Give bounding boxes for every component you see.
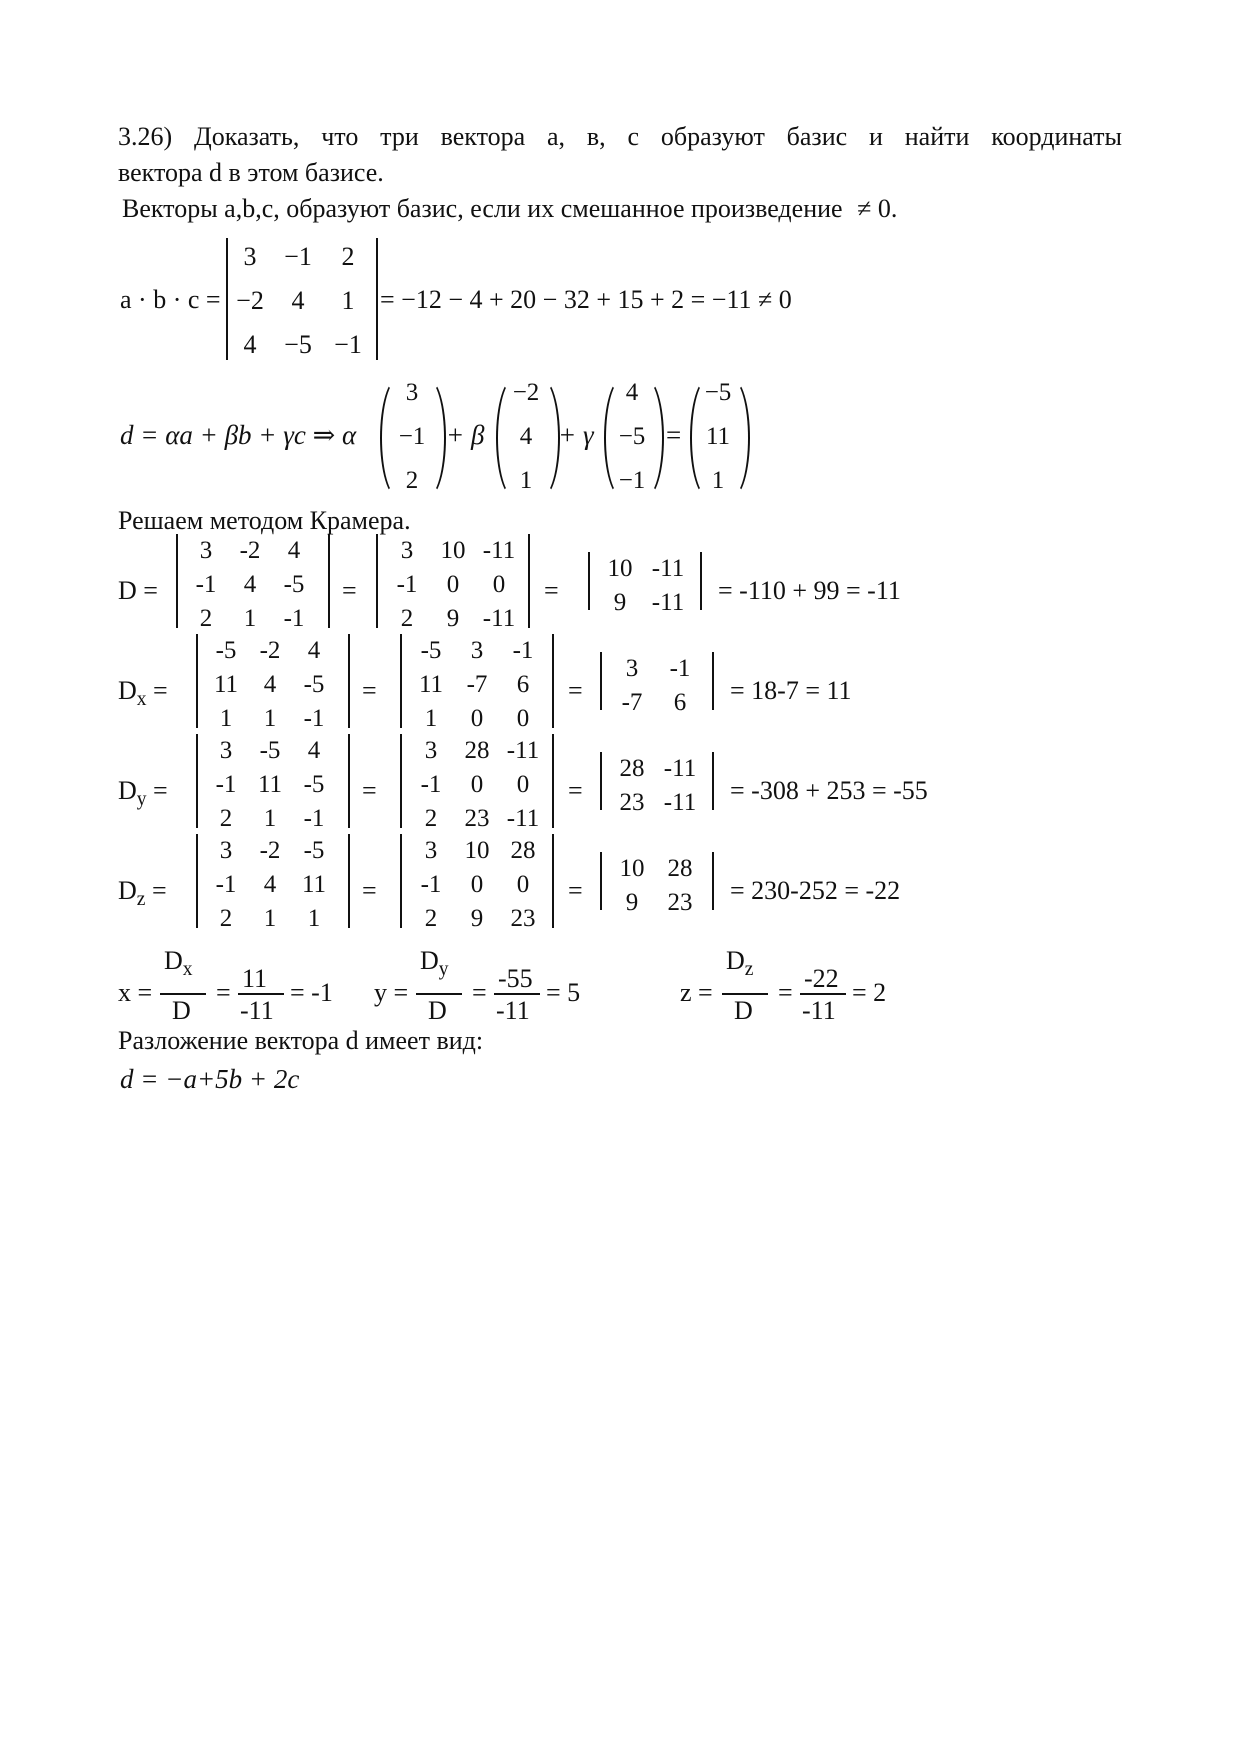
column-vector-cell: −1 bbox=[618, 467, 646, 494]
determinant-cell: 4 bbox=[263, 871, 277, 898]
determinant-2x2-cell: 9 bbox=[613, 589, 627, 616]
equals-sign: = bbox=[568, 676, 583, 705]
determinant-cell: -5 bbox=[259, 737, 281, 764]
determinant-cell: 1 bbox=[263, 705, 277, 732]
equals-sign: = bbox=[216, 978, 231, 1007]
column-vector-cell: −2 bbox=[512, 379, 540, 406]
determinant-cell: -11 bbox=[506, 737, 540, 764]
determinant-2x2-cell: 10 bbox=[607, 555, 633, 582]
determinant-2x2-cell: 3 bbox=[625, 655, 639, 682]
determinant-cell: 0 bbox=[446, 571, 460, 598]
determinant-cell: -5 bbox=[283, 571, 305, 598]
determinant-cell: 2 bbox=[199, 605, 213, 632]
determinant-cell: -5 bbox=[215, 637, 237, 664]
determinant-result: = -308 + 253 = -55 bbox=[730, 776, 928, 805]
equals-sign: = bbox=[145, 876, 167, 905]
determinant-label bbox=[118, 678, 168, 710]
column-vector-cell: 1 bbox=[519, 467, 533, 494]
column-vector-cell: 3 bbox=[405, 379, 419, 406]
determinant-cell: 1 bbox=[307, 905, 321, 932]
decomposition-lhs: d = αa + βb + γc ⇒ α bbox=[120, 420, 357, 450]
equals-sign: = bbox=[568, 776, 583, 805]
fraction-numerator-subscript: x bbox=[182, 959, 193, 981]
equals-sign: = bbox=[666, 420, 682, 450]
determinant-cell: 3 bbox=[424, 737, 438, 764]
determinant-cell: -11 bbox=[482, 537, 516, 564]
determinant-cell: 0 bbox=[470, 871, 484, 898]
determinant-cell: -1 bbox=[215, 771, 237, 798]
determinant-symbol: D bbox=[118, 676, 137, 705]
determinant-2x2-cell: -11 bbox=[651, 555, 685, 582]
column-vector-cell: −1 bbox=[398, 423, 426, 450]
equals-sign: = bbox=[146, 676, 168, 705]
determinant-cell: 9 bbox=[446, 605, 460, 632]
mixed-product-rhs: = −12 − 4 + 20 − 32 + 15 + 2 = −11 ≠ 0 bbox=[380, 285, 792, 314]
determinant-cell: 3 bbox=[199, 537, 213, 564]
fraction-numerator: $D_x$ bbox=[164, 946, 193, 981]
determinant-cell: -5 bbox=[303, 837, 325, 864]
determinant-cell: 10 bbox=[464, 837, 490, 864]
fraction-numerator: -22 bbox=[804, 964, 839, 993]
determinant-2x2-cell: 9 bbox=[625, 889, 639, 916]
determinant-cell: 0 bbox=[516, 871, 530, 898]
fraction-bar bbox=[800, 993, 846, 995]
mixed-product-cell: 3 bbox=[243, 242, 257, 271]
determinant-label bbox=[118, 878, 167, 910]
determinant-cell: 0 bbox=[516, 771, 530, 798]
determinant-subscript: y bbox=[136, 789, 147, 811]
determinant-cell: 11 bbox=[257, 771, 283, 798]
basis-suffix: образуют базис, если их смешанное произведение bbox=[286, 194, 843, 223]
solution-result: = -1 bbox=[290, 978, 333, 1007]
determinant-cell: 2 bbox=[424, 805, 438, 832]
mixed-product-cell: 4 bbox=[243, 330, 257, 359]
determinant-cell: -11 bbox=[506, 805, 540, 832]
determinant-2x2-cell: 10 bbox=[619, 855, 645, 882]
determinant-cell: -1 bbox=[195, 571, 217, 598]
column-vector-cell: 2 bbox=[405, 467, 419, 494]
determinant-2x2-cell: -1 bbox=[669, 655, 691, 682]
determinant-cell: 1 bbox=[243, 605, 257, 632]
determinant-cell: 10 bbox=[440, 537, 466, 564]
determinant-cell: 4 bbox=[287, 537, 301, 564]
basis-neq: ≠ 0. bbox=[857, 194, 898, 223]
determinant-2x2-cell: -7 bbox=[621, 689, 643, 716]
determinant-cell: 23 bbox=[510, 905, 536, 932]
mixed-product-cell: 2 bbox=[341, 242, 355, 271]
determinant-cell: 3 bbox=[219, 737, 233, 764]
determinant-cell: -5 bbox=[303, 771, 325, 798]
mixed-product-cell: −2 bbox=[236, 286, 264, 315]
fraction-denominator: D bbox=[734, 996, 753, 1025]
determinant-cell: 23 bbox=[464, 805, 490, 832]
determinant-2x2-cell: 23 bbox=[619, 789, 645, 816]
determinant-cell: 6 bbox=[516, 671, 530, 698]
fraction-numerator: $D_y$ bbox=[420, 946, 449, 981]
fraction-denominator: D bbox=[172, 996, 191, 1025]
beta-term: + β bbox=[446, 420, 485, 450]
equals-sign: = bbox=[136, 576, 158, 605]
determinant-cell: -1 bbox=[215, 871, 237, 898]
determinant-cell: 11 bbox=[301, 871, 327, 898]
determinant-cell: 0 bbox=[492, 571, 506, 598]
determinant-symbol: D bbox=[118, 776, 137, 805]
mixed-product-cell: −1 bbox=[334, 330, 362, 359]
determinant-cell: -5 bbox=[420, 637, 442, 664]
determinant-cell: 3 bbox=[400, 537, 414, 564]
gamma-term: + γ bbox=[558, 420, 594, 450]
determinant-cell: 2 bbox=[400, 605, 414, 632]
column-vector-cell: −5 bbox=[618, 423, 646, 450]
column-vector-cell: −5 bbox=[704, 379, 732, 406]
fraction-bar bbox=[416, 993, 462, 995]
solution-variable: z = bbox=[680, 978, 713, 1007]
solution-variable: x = bbox=[118, 978, 153, 1007]
mixed-product-lhs: a · b · c = bbox=[120, 285, 221, 314]
determinant-cell: -1 bbox=[512, 637, 534, 664]
determinant-symbol: D bbox=[118, 876, 137, 905]
mixed-product-cell: −1 bbox=[284, 242, 312, 271]
solution-variable: y = bbox=[374, 978, 409, 1007]
problem-line-2: вектора d в этом базисе. bbox=[118, 158, 384, 187]
equals-sign: = bbox=[544, 576, 559, 605]
determinant-cell: 3 bbox=[424, 837, 438, 864]
determinant-2x2-cell: -11 bbox=[663, 789, 697, 816]
determinant-cell: 1 bbox=[219, 705, 233, 732]
basis-prefix: Векторы bbox=[122, 194, 218, 223]
cramer-title: Решаем методом Крамера. bbox=[118, 506, 411, 535]
determinant-cell: 4 bbox=[307, 637, 321, 664]
fraction-denominator: -11 bbox=[802, 996, 836, 1025]
determinant-result: = 18-7 = 11 bbox=[730, 676, 852, 705]
determinant-2x2-cell: 28 bbox=[619, 755, 645, 782]
mixed-product-cell: 4 bbox=[291, 286, 305, 315]
column-vector-cell: 4 bbox=[625, 379, 639, 406]
determinant-2x2-cell: 23 bbox=[667, 889, 693, 916]
column-vector-cell: 11 bbox=[705, 423, 731, 450]
fraction-denominator: D bbox=[428, 996, 447, 1025]
determinant-label bbox=[118, 578, 158, 604]
fraction-bar bbox=[238, 993, 284, 995]
basis-vectors: a,b,c, bbox=[224, 194, 280, 223]
determinant-result: = -110 + 99 = -11 bbox=[718, 576, 901, 605]
fraction-bar bbox=[722, 993, 768, 995]
equals-sign: = bbox=[778, 978, 793, 1007]
determinant-cell: -5 bbox=[303, 671, 325, 698]
determinant-cell: -7 bbox=[466, 671, 488, 698]
problem-line-1: 3.26) Доказать, что три вектора а, в, с образуют базис и найти координаты bbox=[118, 122, 1122, 151]
fraction-denominator: -11 bbox=[240, 996, 274, 1025]
equals-sign: = bbox=[362, 776, 377, 805]
determinant-cell: 4 bbox=[263, 671, 277, 698]
mixed-product-cell: −5 bbox=[284, 330, 312, 359]
determinant-2x2-cell: 28 bbox=[667, 855, 693, 882]
determinant-cell: 4 bbox=[243, 571, 257, 598]
fraction-denominator: -11 bbox=[496, 996, 530, 1025]
determinant-subscript: z bbox=[136, 889, 146, 911]
determinant-cell: 0 bbox=[470, 771, 484, 798]
basis-condition bbox=[122, 196, 897, 222]
determinant-cell: 2 bbox=[424, 905, 438, 932]
determinant-cell: -2 bbox=[239, 537, 261, 564]
determinant-label bbox=[118, 778, 168, 810]
equals-sign: = bbox=[362, 676, 377, 705]
determinant-2x2-cell: -11 bbox=[663, 755, 697, 782]
determinant-cell: -2 bbox=[259, 637, 281, 664]
determinant-cell: 3 bbox=[219, 837, 233, 864]
solution-result: = 5 bbox=[546, 978, 581, 1007]
fraction-numerator: 11 bbox=[242, 964, 268, 993]
fraction-numerator: -55 bbox=[498, 964, 533, 993]
determinant-cell: 0 bbox=[470, 705, 484, 732]
determinant-cell: 0 bbox=[516, 705, 530, 732]
equals-sign: = bbox=[342, 576, 357, 605]
conclusion: Разложение вектора d имеет вид: bbox=[118, 1026, 484, 1055]
column-vector-cell: 4 bbox=[519, 423, 533, 450]
determinant-2x2-cell: 6 bbox=[673, 689, 687, 716]
determinant-cell: -1 bbox=[303, 805, 325, 832]
determinant-cell: 9 bbox=[470, 905, 484, 932]
determinant-subscript: x bbox=[136, 689, 147, 711]
determinant-cell: 2 bbox=[219, 805, 233, 832]
determinant-cell: 1 bbox=[263, 805, 277, 832]
final-decomposition: d = −a+5b + 2c bbox=[120, 1064, 300, 1094]
fraction-bar bbox=[494, 993, 540, 995]
fraction-numerator-subscript: y bbox=[438, 959, 449, 981]
fraction-numerator: $D_z$ bbox=[726, 946, 754, 981]
equals-sign: = bbox=[568, 876, 583, 905]
fraction-numerator-subscript: z bbox=[744, 959, 754, 981]
column-vector-cell: 1 bbox=[711, 467, 725, 494]
determinant-cell: -1 bbox=[420, 771, 442, 798]
determinant-cell: -1 bbox=[396, 571, 418, 598]
determinant-symbol: D bbox=[118, 576, 137, 605]
determinant-cell: 4 bbox=[307, 737, 321, 764]
determinant-2x2-cell: -11 bbox=[651, 589, 685, 616]
determinant-cell: 11 bbox=[213, 671, 239, 698]
determinant-result: = 230-252 = -22 bbox=[730, 876, 901, 905]
determinant-cell: 28 bbox=[464, 737, 490, 764]
determinant-cell: -1 bbox=[283, 605, 305, 632]
determinant-cell: 1 bbox=[263, 905, 277, 932]
determinant-cell: -1 bbox=[420, 871, 442, 898]
determinant-cell: -1 bbox=[303, 705, 325, 732]
equals-sign: = bbox=[472, 978, 487, 1007]
fraction-bar bbox=[160, 993, 206, 995]
determinant-cell: -2 bbox=[259, 837, 281, 864]
determinant-cell: 1 bbox=[424, 705, 438, 732]
equals-sign: = bbox=[362, 876, 377, 905]
determinant-cell: -11 bbox=[482, 605, 516, 632]
determinant-cell: 28 bbox=[510, 837, 536, 864]
determinant-cell: 11 bbox=[418, 671, 444, 698]
mixed-product-cell: 1 bbox=[341, 286, 355, 315]
solution-result: = 2 bbox=[852, 978, 887, 1007]
equals-sign: = bbox=[146, 776, 168, 805]
determinant-cell: 3 bbox=[470, 637, 484, 664]
determinant-cell: 2 bbox=[219, 905, 233, 932]
